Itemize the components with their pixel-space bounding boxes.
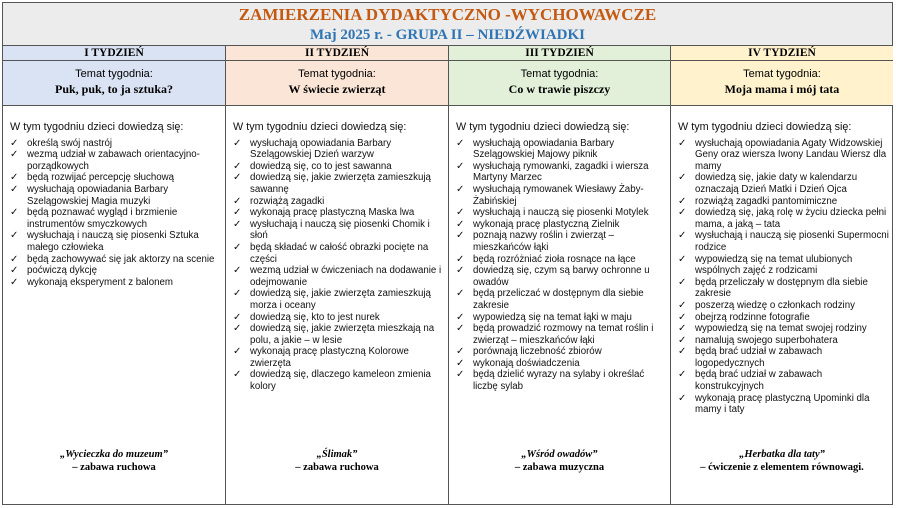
objective-text: wysłuchają opowiadania Barbary Szelągowskiej Dzień warzyw bbox=[250, 137, 392, 161]
week-content bbox=[226, 106, 448, 393]
week-content bbox=[3, 106, 225, 288]
objective-text: wypowiedzą się na temat łąki w maju bbox=[473, 311, 632, 323]
objectives-list bbox=[233, 138, 444, 393]
checkmark-icon: ✓ bbox=[678, 230, 687, 242]
checkmark-icon: ✓ bbox=[456, 369, 465, 381]
week-column-1 bbox=[3, 46, 226, 504]
objective-item bbox=[233, 219, 444, 242]
checkmark-icon: ✓ bbox=[233, 207, 242, 219]
checkmark-icon: ✓ bbox=[678, 311, 687, 323]
checkmark-icon: ✓ bbox=[456, 346, 465, 358]
checkmark-icon: ✓ bbox=[678, 299, 687, 311]
objective-item bbox=[678, 369, 889, 392]
objective-item bbox=[456, 265, 666, 288]
activity-description: – ćwiczenie z elementem równowagi. bbox=[700, 461, 864, 473]
objective-text: wypowiedzą się na temat swojej rodziny bbox=[695, 323, 867, 335]
objective-text: będą przeliczać w dostępnym dla siebie zakresie bbox=[473, 288, 644, 311]
checkmark-icon: ✓ bbox=[678, 334, 687, 346]
checkmark-icon: ✓ bbox=[10, 137, 19, 149]
checkmark-icon: ✓ bbox=[456, 323, 465, 335]
objective-text: rozwiążą zagadki bbox=[250, 195, 325, 207]
objective-item bbox=[233, 312, 444, 324]
objective-item bbox=[456, 161, 666, 184]
checkmark-icon: ✓ bbox=[233, 346, 242, 358]
objective-item bbox=[456, 184, 666, 207]
objective-item bbox=[233, 138, 444, 161]
checkmark-icon: ✓ bbox=[456, 137, 465, 149]
objective-text: będą zachowywać się jak aktorzy na scenie bbox=[27, 253, 215, 265]
objective-text: porównają liczebność zbiorów bbox=[473, 346, 602, 358]
checkmark-icon: ✓ bbox=[678, 323, 687, 335]
objective-item bbox=[678, 172, 889, 195]
plan-table bbox=[2, 2, 893, 505]
objective-item bbox=[456, 230, 666, 253]
objective-item bbox=[233, 242, 444, 265]
checkmark-icon: ✓ bbox=[678, 276, 687, 288]
week-name: III TYDZIEŃ bbox=[449, 46, 670, 61]
objective-text: będą składać w całość obrazki pocięte na części bbox=[250, 241, 429, 265]
activity bbox=[3, 449, 225, 474]
objective-item bbox=[456, 138, 666, 161]
week-column-2 bbox=[226, 46, 449, 504]
objective-item bbox=[678, 230, 889, 253]
checkmark-icon: ✓ bbox=[678, 137, 687, 149]
topic-label: Temat tygodnia: bbox=[743, 68, 821, 80]
objective-item bbox=[233, 172, 444, 195]
objective-item bbox=[678, 393, 889, 416]
document-title: ZAMIERZENIA DYDAKTYCZNO -WYCHOWAWCZE bbox=[3, 3, 892, 25]
activity-description: – zabawa ruchowa bbox=[295, 461, 379, 473]
objective-item bbox=[233, 196, 444, 208]
objective-item bbox=[678, 196, 889, 208]
checkmark-icon: ✓ bbox=[233, 311, 242, 323]
week-intro: W tym tygodniu dzieci dowiedzą się: bbox=[10, 121, 184, 133]
checkmark-icon: ✓ bbox=[456, 311, 465, 323]
objective-text: poćwiczą dykcję bbox=[27, 265, 97, 277]
objective-text: będą prowadzić rozmowy na temat roślin i zwierząt – mieszkańców łąki bbox=[473, 323, 654, 346]
activity-description: – zabawa ruchowa bbox=[72, 461, 156, 473]
objective-item bbox=[456, 369, 666, 392]
week-topic: W świecie zwierząt bbox=[288, 82, 386, 96]
checkmark-icon: ✓ bbox=[233, 369, 242, 381]
checkmark-icon: ✓ bbox=[456, 230, 465, 242]
objective-item bbox=[233, 265, 444, 288]
checkmark-icon: ✓ bbox=[233, 265, 242, 277]
objectives-list bbox=[10, 138, 221, 289]
objective-text: będą dzielić wyrazy na sylaby i określać liczbę sylab bbox=[473, 369, 645, 393]
objective-item bbox=[456, 358, 666, 370]
week-intro: W tym tygodniu dzieci dowiedzą się: bbox=[456, 121, 630, 133]
objective-item bbox=[456, 312, 666, 324]
checkmark-icon: ✓ bbox=[10, 276, 19, 288]
objective-item bbox=[10, 230, 221, 253]
objective-item bbox=[456, 219, 666, 231]
checkmark-icon: ✓ bbox=[233, 195, 242, 207]
objective-item bbox=[233, 161, 444, 173]
week-topic: Puk, puk, to ja sztuka? bbox=[54, 82, 174, 96]
checkmark-icon: ✓ bbox=[10, 183, 19, 195]
objective-item bbox=[233, 323, 444, 346]
objective-text: wezmą udział w ćwiczeniach na dodawanie i odejmowanie bbox=[250, 265, 442, 288]
objective-item bbox=[10, 265, 221, 277]
objective-text: poznają nazwy roślin i zwierząt – mieszkańców łąki bbox=[473, 230, 615, 253]
objective-text: dowiedzą się, jaką rolę w życiu dziecka pełni mama, a jaką – tata bbox=[695, 207, 887, 230]
checkmark-icon: ✓ bbox=[456, 218, 465, 230]
objective-text: będą rozróżniać zioła rosnące na łące bbox=[473, 253, 636, 265]
objectives-list bbox=[456, 138, 666, 393]
objective-text: wykonają pracę plastyczną Zielnik bbox=[473, 218, 620, 230]
objective-text: dowiedzą się, jakie daty w kalendarzu oznaczają Dzień Matki i Dzień Ojca bbox=[695, 172, 858, 195]
checkmark-icon: ✓ bbox=[678, 172, 687, 184]
week-name: I TYDZIEŃ bbox=[3, 46, 225, 61]
week-column-4 bbox=[671, 46, 893, 504]
checkmark-icon: ✓ bbox=[233, 288, 242, 300]
objective-item bbox=[678, 138, 889, 173]
objective-item bbox=[10, 184, 221, 207]
week-header bbox=[449, 46, 670, 106]
checkmark-icon: ✓ bbox=[10, 265, 19, 277]
activity bbox=[671, 449, 893, 474]
checkmark-icon: ✓ bbox=[10, 149, 19, 161]
objective-text: wysłuchają i nauczą się piosenki Motylek bbox=[473, 207, 649, 219]
checkmark-icon: ✓ bbox=[233, 218, 242, 230]
objective-text: dowiedzą się, jakie zwierzęta zamieszkują sawannę bbox=[250, 172, 431, 195]
objective-item bbox=[678, 312, 889, 324]
objective-text: będą rozwijać percepcję słuchową bbox=[27, 172, 175, 184]
week-intro: W tym tygodniu dzieci dowiedzą się: bbox=[678, 121, 852, 133]
activity-title: „Wycieczka do muzeum” bbox=[60, 449, 168, 460]
objective-text: dowiedzą się, czym są barwy ochronne u owadów bbox=[473, 265, 650, 288]
checkmark-icon: ✓ bbox=[456, 207, 465, 219]
checkmark-icon: ✓ bbox=[10, 230, 19, 242]
activity-title: „Wśród owadów” bbox=[521, 449, 598, 460]
checkmark-icon: ✓ bbox=[456, 265, 465, 277]
objective-item bbox=[678, 335, 889, 347]
objective-item bbox=[233, 369, 444, 392]
week-content bbox=[671, 106, 893, 416]
objective-text: wysłuchają i nauczą się piosenki Supermocni rodzice bbox=[695, 230, 889, 253]
objective-item bbox=[233, 346, 444, 369]
checkmark-icon: ✓ bbox=[678, 392, 687, 404]
objective-text: dowiedzą się, jakie zwierzęta zamieszkują morza i oceany bbox=[250, 288, 431, 311]
objective-text: będą brać udział w zabawach konstrukcyjnych bbox=[695, 369, 823, 393]
checkmark-icon: ✓ bbox=[10, 253, 19, 265]
topic-label: Temat tygodnia: bbox=[298, 68, 376, 80]
objective-text: wypowiedzą się na temat ulubionych wspólnych zajęć z rodzicami bbox=[695, 253, 853, 277]
objective-text: wykonają pracę plastyczną Maska lwa bbox=[250, 207, 415, 219]
checkmark-icon: ✓ bbox=[10, 207, 19, 219]
week-content bbox=[449, 106, 670, 393]
checkmark-icon: ✓ bbox=[678, 346, 687, 358]
objective-text: dowiedzą się, dlaczego kameleon zmienia kolory bbox=[250, 369, 431, 393]
objective-item bbox=[456, 288, 666, 311]
objective-item bbox=[456, 207, 666, 219]
checkmark-icon: ✓ bbox=[10, 172, 19, 184]
objective-text: dowiedzą się, jakie zwierzęta mieszkają na polu, a jakie – w lesie bbox=[250, 323, 435, 346]
activity bbox=[449, 449, 670, 474]
checkmark-icon: ✓ bbox=[678, 207, 687, 219]
objective-text: namalują swojego superbohatera bbox=[695, 334, 838, 346]
activity-title: „Ślimak” bbox=[316, 449, 358, 460]
objective-item bbox=[456, 254, 666, 266]
objective-text: wykonają doświadczenia bbox=[473, 357, 580, 369]
objective-text: rozwiążą zagadki pantomimiczne bbox=[695, 195, 838, 207]
objective-item bbox=[10, 172, 221, 184]
checkmark-icon: ✓ bbox=[233, 323, 242, 335]
objective-text: wykonają pracę plastyczną Upominki dla mamy i taty bbox=[695, 392, 870, 416]
objective-text: wysłuchają rymowanki, zagadki i wiersza Martyny Marzec bbox=[473, 160, 649, 184]
objective-text: wysłuchają opowiadania Barbary Szelągowskiej Magia muzyki bbox=[27, 183, 169, 207]
week-header bbox=[671, 46, 893, 106]
objective-item bbox=[678, 346, 889, 369]
objective-item bbox=[10, 138, 221, 150]
checkmark-icon: ✓ bbox=[456, 183, 465, 195]
checkmark-icon: ✓ bbox=[456, 357, 465, 369]
checkmark-icon: ✓ bbox=[678, 369, 687, 381]
objective-text: wykonają pracę plastyczną Kolorowe zwierzęta bbox=[250, 346, 409, 369]
topic-label: Temat tygodnia: bbox=[75, 68, 153, 80]
objective-item bbox=[678, 277, 889, 300]
checkmark-icon: ✓ bbox=[233, 172, 242, 184]
objective-text: obejrzą rodzinne fotografie bbox=[695, 311, 810, 323]
objective-item bbox=[678, 254, 889, 277]
week-column-3 bbox=[449, 46, 671, 504]
checkmark-icon: ✓ bbox=[456, 288, 465, 300]
week-intro: W tym tygodniu dzieci dowiedzą się: bbox=[233, 121, 407, 133]
objective-item bbox=[233, 207, 444, 219]
objective-text: wykonają eksperyment z balonem bbox=[27, 276, 173, 288]
week-name: II TYDZIEŃ bbox=[226, 46, 448, 61]
week-name: IV TYDZIEŃ bbox=[671, 46, 893, 61]
objectives-list bbox=[678, 138, 889, 416]
objective-item bbox=[678, 323, 889, 335]
checkmark-icon: ✓ bbox=[233, 137, 242, 149]
week-header bbox=[3, 46, 225, 106]
activity bbox=[226, 449, 448, 474]
objective-item bbox=[10, 149, 221, 172]
checkmark-icon: ✓ bbox=[678, 253, 687, 265]
objective-text: poszerzą wiedzę o członkach rodziny bbox=[695, 299, 855, 311]
objective-text: określą swój nastrój bbox=[27, 137, 113, 149]
objective-item bbox=[10, 277, 221, 289]
document-subtitle: Maj 2025 r. - GRUPA II – NIEDŹWIADKI bbox=[3, 25, 892, 46]
week-topic: Moja mama i mój tata bbox=[724, 82, 840, 96]
checkmark-icon: ✓ bbox=[233, 160, 242, 172]
objective-text: wysłuchają i nauczą się piosenki Sztuka małego człowieka bbox=[27, 230, 199, 253]
week-topic: Co w trawie piszczy bbox=[508, 82, 611, 96]
objective-item bbox=[10, 207, 221, 230]
checkmark-icon: ✓ bbox=[233, 241, 242, 253]
objective-text: wysłuchają opowiadania Agaty Widzowskiej Geny oraz wiersza Iwony Landau Wiersz dla mamy bbox=[695, 137, 887, 172]
objective-item bbox=[456, 323, 666, 346]
objective-text: wezmą udział w zabawach orientacyjno-porządkowych bbox=[27, 149, 200, 172]
objective-text: dowiedzą się, kto to jest nurek bbox=[250, 311, 380, 323]
objective-item bbox=[456, 346, 666, 358]
objective-text: będą przeliczały w dostępnym dla siebie zakresie bbox=[695, 276, 868, 300]
topic-label: Temat tygodnia: bbox=[520, 68, 599, 80]
checkmark-icon: ✓ bbox=[456, 160, 465, 172]
objective-text: dowiedzą się, co to jest sawanna bbox=[250, 160, 392, 172]
activity-title: „Herbatka dla taty” bbox=[739, 449, 825, 460]
objective-item bbox=[678, 207, 889, 230]
objective-item bbox=[233, 288, 444, 311]
checkmark-icon: ✓ bbox=[678, 195, 687, 207]
objective-text: wysłuchają rymowanek Wiesławy Żaby-Żabińskiej bbox=[473, 183, 644, 207]
activity-description: – zabawa muzyczna bbox=[514, 461, 605, 473]
objective-text: będą brać udział w zabawach logopedycznych bbox=[695, 346, 823, 369]
checkmark-icon: ✓ bbox=[456, 253, 465, 265]
week-header bbox=[226, 46, 448, 106]
objective-text: wysłuchają i nauczą się piosenki Chomik i słoń bbox=[250, 218, 430, 242]
objective-item bbox=[678, 300, 889, 312]
objective-text: wysłuchają opowiadania Barbary Szelągowskiej Majowy piknik bbox=[473, 137, 615, 161]
objective-item bbox=[10, 254, 221, 266]
objective-text: będą poznawać wygląd i brzmienie instrumentów smyczkowych bbox=[27, 207, 178, 230]
